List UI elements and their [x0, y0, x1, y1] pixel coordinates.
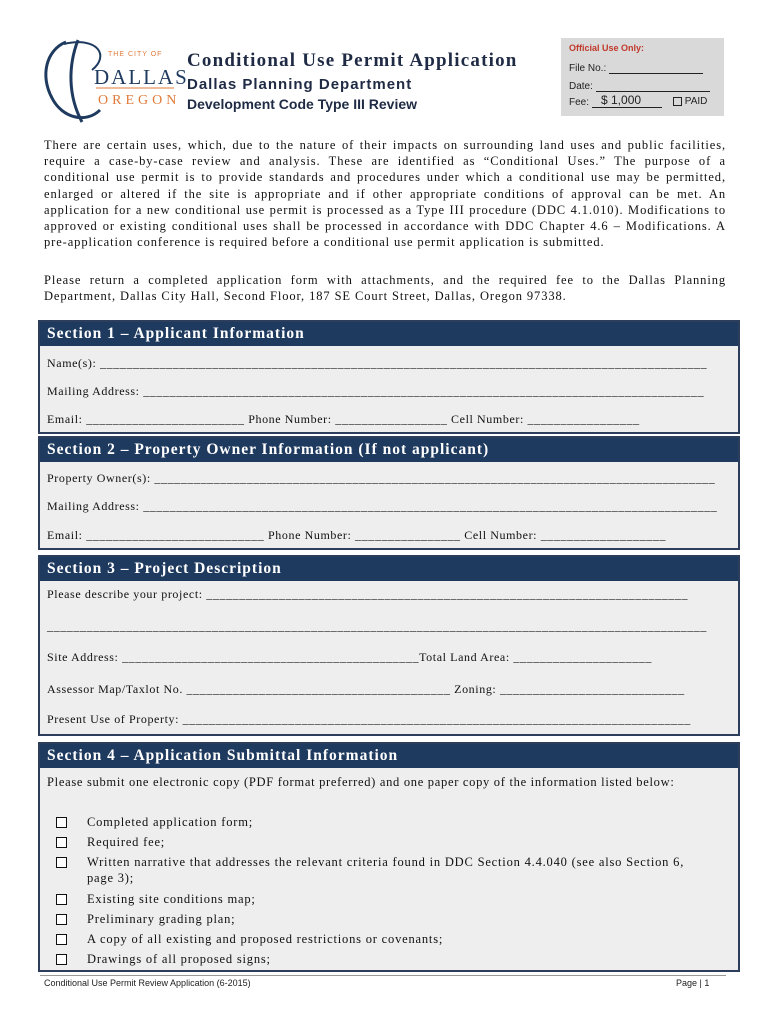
submittal-item[interactable]	[56, 911, 707, 927]
section-project-description	[38, 555, 740, 736]
footer-page-number: Page | 1	[676, 978, 710, 988]
file-no-field[interactable]	[609, 62, 703, 74]
section-owner-info	[38, 436, 740, 550]
applicant-contact-field[interactable]: Email: ________________________ Phone Number: _________________ Cell Number: _________________	[47, 412, 640, 426]
section-1-title: Section 1 – Applicant Information	[40, 322, 738, 346]
submittal-item-label: Written narrative that addresses the relevant criteria found in DDC Section 4.4.040 (see also Section 6, page 3);	[87, 855, 685, 885]
fee-value: $ 1,000	[601, 93, 642, 107]
page-title: Conditional Use Permit Application	[187, 50, 518, 71]
applicant-name-field[interactable]: Name(s): ____________________________________________________________________________________________	[47, 356, 708, 370]
site-address-field[interactable]: Site Address: _____________________________________________Total Land Area: _____________________	[47, 650, 652, 664]
date-label: Date:	[569, 81, 593, 92]
submittal-intro: Please submit one electronic copy (PDF format preferred) and one paper copy of the information listed below:	[47, 775, 675, 789]
review-type: Development Code Type III Review	[187, 96, 418, 112]
submittal-item[interactable]	[56, 931, 707, 947]
file-no-row	[569, 62, 703, 74]
submittal-item-label: Drawings of all proposed signs;	[87, 952, 271, 966]
submittal-item-label: Existing site conditions map;	[87, 892, 256, 906]
present-use-field[interactable]: Present Use of Property: _____________________________________________________________________________	[47, 712, 691, 726]
submittal-item-label: Preliminary grading plan;	[87, 912, 236, 926]
project-description-field[interactable]: Please describe your project: _________________________________________________________________________	[47, 587, 689, 601]
checkbox[interactable]	[56, 934, 67, 945]
logo-line3: OREGON	[98, 93, 181, 108]
assessor-map-field[interactable]: Assessor Map/Taxlot No. ________________________________________ Zoning: ____________________________	[47, 682, 685, 696]
department-name: Dallas Planning Department	[187, 76, 413, 93]
section-2-title: Section 2 – Property Owner Information (If not applicant)	[40, 438, 738, 462]
submittal-item[interactable]	[56, 834, 707, 850]
section-applicant-info	[38, 320, 740, 434]
submittal-item[interactable]	[56, 891, 707, 907]
intro-paragraph-1: There are certain uses, which, due to the nature of their impacts on surrounding land uses and public facilities, require a case-by-case review and analysis. These are identified as “Conditional Uses.” The purpose of a conditional use permit is to provide standards and procedures under which a conditional use may be permitted, enlarged or altered if the site is appropriate and if other appropriate conditions of approval can be met. An application for a new conditional use permit is processed as a Type III procedure (DDC 4.1.010). Modifications to approved or existing conditional uses shall be processed in accordance with DDC Chapter 4.6 – Modifications. A pre-application conference is required before a conditional use permit application is submitted.	[44, 138, 726, 250]
city-logo	[38, 36, 189, 128]
checkbox[interactable]	[56, 857, 67, 868]
logo-line1: THE CITY OF	[108, 51, 163, 58]
checkbox[interactable]	[56, 954, 67, 965]
owner-name-field[interactable]: Property Owner(s): _____________________________________________________________________________________	[47, 471, 716, 485]
submittal-item[interactable]	[56, 814, 707, 830]
section-submittal-info	[38, 742, 740, 972]
checkbox[interactable]	[56, 817, 67, 828]
owner-contact-field[interactable]: Email: ___________________________ Phone Number: ________________ Cell Number: ___________________	[47, 528, 667, 542]
paid-label: PAID	[684, 96, 708, 107]
checkbox[interactable]	[56, 894, 67, 905]
submittal-item-label: A copy of all existing and proposed restrictions or covenants;	[87, 932, 444, 946]
official-use-box	[561, 38, 724, 116]
footer-divider	[40, 975, 726, 976]
dallas-logo-icon	[38, 36, 189, 128]
submittal-item-label: Required fee;	[87, 835, 166, 849]
date-field[interactable]	[596, 80, 710, 92]
section-3-title: Section 3 – Project Description	[40, 557, 738, 581]
footer-form-name: Conditional Use Permit Review Application (6-2015)	[44, 978, 251, 988]
date-row	[569, 80, 710, 92]
paid-checkbox-row[interactable]	[673, 96, 707, 107]
applicant-mailing-field[interactable]: Mailing Address: _____________________________________________________________________________________	[47, 384, 705, 398]
project-description-line-2[interactable]: ____________________________________________________________________________________________________	[47, 619, 707, 633]
official-use-heading: Official Use Only:	[569, 43, 645, 53]
submittal-item[interactable]	[56, 854, 707, 886]
file-no-label: File No.:	[569, 63, 607, 74]
submittal-item-label: Completed application form;	[87, 815, 254, 829]
logo-line2: DALLAS	[94, 65, 189, 89]
checkbox[interactable]	[56, 837, 67, 848]
paid-checkbox[interactable]	[673, 97, 682, 106]
checkbox[interactable]	[56, 914, 67, 925]
owner-mailing-field[interactable]: Mailing Address: _______________________________________________________________________________________	[47, 499, 718, 513]
section-4-title: Section 4 – Application Submittal Information	[40, 744, 738, 768]
submittal-item[interactable]	[56, 951, 707, 967]
fee-label: Fee:	[569, 97, 590, 108]
intro-paragraph-2: Please return a completed application form with attachments, and the required fee to the Dallas Planning Department, Dallas City Hall, Second Floor, 187 SE Court Street, Dallas, Oregon 97338.	[44, 273, 726, 304]
